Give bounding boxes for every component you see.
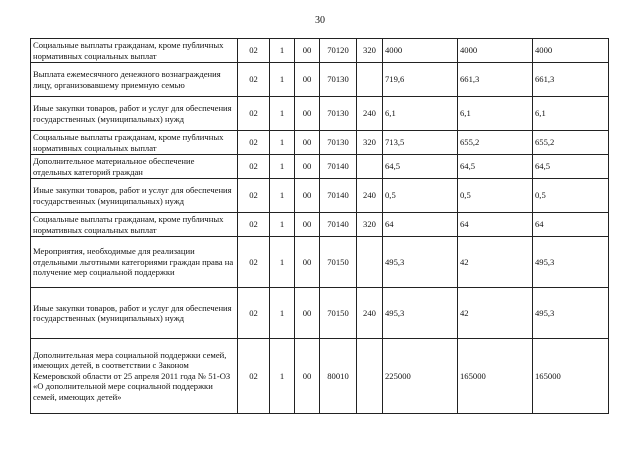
row-program-cell: 00 bbox=[295, 179, 320, 213]
row-section-cell: 02 bbox=[238, 131, 270, 155]
row-value-2-cell: 64 bbox=[458, 213, 533, 237]
row-name-cell: Социальные выплаты гражданам, кроме публичных нормативных социальных выплат bbox=[31, 213, 238, 237]
row-value-1-cell: 0,5 bbox=[383, 179, 458, 213]
row-subsection-cell: 1 bbox=[270, 39, 295, 63]
row-section-cell: 02 bbox=[238, 155, 270, 179]
row-value-3-cell: 6,1 bbox=[533, 97, 609, 131]
row-program-cell: 00 bbox=[295, 155, 320, 179]
row-name-cell: Выплата ежемесячного денежного вознаграждения лицу, организовавшему приемную семью bbox=[31, 63, 238, 97]
row-program-cell: 00 bbox=[295, 213, 320, 237]
row-section-cell: 02 bbox=[238, 237, 270, 288]
row-value-1-cell: 225000 bbox=[383, 339, 458, 414]
table-row bbox=[31, 213, 609, 237]
row-article-cell: 70120 bbox=[320, 39, 357, 63]
row-value-1-cell: 495,3 bbox=[383, 237, 458, 288]
row-value-2-cell: 655,2 bbox=[458, 131, 533, 155]
table-row bbox=[31, 131, 609, 155]
row-article-cell: 70150 bbox=[320, 237, 357, 288]
row-type-cell bbox=[357, 63, 383, 97]
row-type-cell: 240 bbox=[357, 288, 383, 339]
row-subsection-cell: 1 bbox=[270, 131, 295, 155]
row-value-1-cell: 495,3 bbox=[383, 288, 458, 339]
row-value-3-cell: 495,3 bbox=[533, 237, 609, 288]
row-subsection-cell: 1 bbox=[270, 288, 295, 339]
row-value-2-cell: 42 bbox=[458, 237, 533, 288]
row-value-3-cell: 64 bbox=[533, 213, 609, 237]
row-article-cell: 70130 bbox=[320, 63, 357, 97]
row-program-cell: 00 bbox=[295, 288, 320, 339]
row-name-cell: Дополнительная мера социальной поддержки семей, имеющих детей, в соответствии с Законом Кемеровской области от 25 апреля 2011 года № 51-ОЗ «О дополнительной мере социальной поддержки семей, имеющих детей» bbox=[31, 339, 238, 414]
row-program-cell: 00 bbox=[295, 39, 320, 63]
row-name-cell: Иные закупки товаров, работ и услуг для обеспечения государственных (муниципальных) нужд bbox=[31, 97, 238, 131]
row-value-3-cell: 655,2 bbox=[533, 131, 609, 155]
row-article-cell: 70140 bbox=[320, 213, 357, 237]
row-type-cell: 240 bbox=[357, 97, 383, 131]
row-subsection-cell: 1 bbox=[270, 155, 295, 179]
row-program-cell: 00 bbox=[295, 63, 320, 97]
row-type-cell: 320 bbox=[357, 131, 383, 155]
row-article-cell: 70150 bbox=[320, 288, 357, 339]
row-value-2-cell: 42 bbox=[458, 288, 533, 339]
row-value-1-cell: 6,1 bbox=[383, 97, 458, 131]
budget-table bbox=[30, 38, 609, 414]
row-type-cell bbox=[357, 339, 383, 414]
row-program-cell: 00 bbox=[295, 237, 320, 288]
table-row bbox=[31, 237, 609, 288]
row-value-1-cell: 64 bbox=[383, 213, 458, 237]
row-type-cell: 240 bbox=[357, 179, 383, 213]
row-value-2-cell: 6,1 bbox=[458, 97, 533, 131]
row-type-cell: 320 bbox=[357, 213, 383, 237]
row-type-cell: 320 bbox=[357, 39, 383, 63]
table-row bbox=[31, 63, 609, 97]
row-value-3-cell: 495,3 bbox=[533, 288, 609, 339]
row-section-cell: 02 bbox=[238, 63, 270, 97]
row-value-2-cell: 0,5 bbox=[458, 179, 533, 213]
row-subsection-cell: 1 bbox=[270, 63, 295, 97]
row-name-cell: Иные закупки товаров, работ и услуг для обеспечения государственных (муниципальных) нужд bbox=[31, 288, 238, 339]
row-value-1-cell: 719,6 bbox=[383, 63, 458, 97]
row-section-cell: 02 bbox=[238, 39, 270, 63]
row-type-cell bbox=[357, 237, 383, 288]
row-article-cell: 70140 bbox=[320, 179, 357, 213]
row-value-2-cell: 661,3 bbox=[458, 63, 533, 97]
row-article-cell: 70130 bbox=[320, 131, 357, 155]
row-name-cell: Мероприятия, необходимые для реализации отдельными льготными категориями граждан права на получение мер социальной поддержки bbox=[31, 237, 238, 288]
row-subsection-cell: 1 bbox=[270, 179, 295, 213]
row-section-cell: 02 bbox=[238, 339, 270, 414]
row-subsection-cell: 1 bbox=[270, 237, 295, 288]
row-article-cell: 70130 bbox=[320, 97, 357, 131]
row-type-cell bbox=[357, 155, 383, 179]
row-name-cell: Дополнительное материальное обеспечение отдельных категорий граждан bbox=[31, 155, 238, 179]
row-section-cell: 02 bbox=[238, 288, 270, 339]
row-value-2-cell: 165000 bbox=[458, 339, 533, 414]
table-row bbox=[31, 339, 609, 414]
row-subsection-cell: 1 bbox=[270, 213, 295, 237]
row-section-cell: 02 bbox=[238, 97, 270, 131]
row-program-cell: 00 bbox=[295, 131, 320, 155]
row-value-3-cell: 661,3 bbox=[533, 63, 609, 97]
row-value-3-cell: 165000 bbox=[533, 339, 609, 414]
row-subsection-cell: 1 bbox=[270, 97, 295, 131]
row-name-cell: Социальные выплаты гражданам, кроме публичных нормативных социальных выплат bbox=[31, 131, 238, 155]
row-section-cell: 02 bbox=[238, 213, 270, 237]
row-value-3-cell: 4000 bbox=[533, 39, 609, 63]
row-value-3-cell: 64,5 bbox=[533, 155, 609, 179]
table-row bbox=[31, 288, 609, 339]
row-value-1-cell: 4000 bbox=[383, 39, 458, 63]
row-value-1-cell: 64,5 bbox=[383, 155, 458, 179]
row-value-1-cell: 713,5 bbox=[383, 131, 458, 155]
row-name-cell: Социальные выплаты гражданам, кроме публичных нормативных социальных выплат bbox=[31, 39, 238, 63]
table-row bbox=[31, 39, 609, 63]
row-section-cell: 02 bbox=[238, 179, 270, 213]
row-program-cell: 00 bbox=[295, 339, 320, 414]
row-article-cell: 80010 bbox=[320, 339, 357, 414]
table-row bbox=[31, 97, 609, 131]
page-number: 30 bbox=[315, 15, 325, 26]
table-row bbox=[31, 179, 609, 213]
row-article-cell: 70140 bbox=[320, 155, 357, 179]
row-program-cell: 00 bbox=[295, 97, 320, 131]
row-value-2-cell: 64,5 bbox=[458, 155, 533, 179]
row-value-2-cell: 4000 bbox=[458, 39, 533, 63]
row-subsection-cell: 1 bbox=[270, 339, 295, 414]
table-body bbox=[31, 39, 609, 414]
row-value-3-cell: 0,5 bbox=[533, 179, 609, 213]
table-row bbox=[31, 155, 609, 179]
row-name-cell: Иные закупки товаров, работ и услуг для обеспечения государственных (муниципальных) нужд bbox=[31, 179, 238, 213]
